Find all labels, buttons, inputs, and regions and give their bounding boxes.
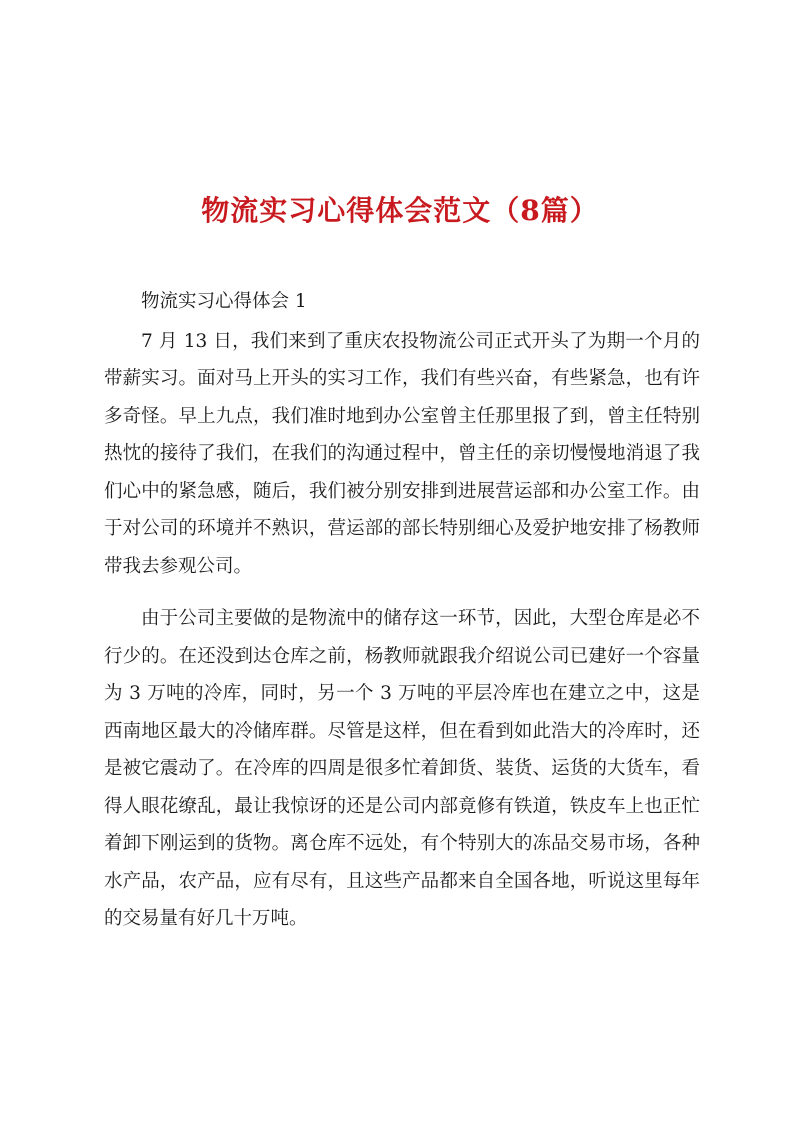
document-title: 物流实习心得体会范文（8篇）	[201, 193, 599, 227]
document-body	[104, 283, 700, 953]
section-heading: 物流实习心得体会 1	[141, 291, 307, 312]
paragraph: 由于公司主要做的是物流中的储存这一环节，因此，大型仓库是必不行少的。在还没到达仓库之前，杨教师就跟我介绍说公司已建好一个容量为 3 万吨的冷库，同时，另一个 3 万吨的平层冷库也在建立之中，这是西南地区最大的冷储库群。尽管是这样，但在看到如此浩大的冷库时，还是被它震动了。在冷库的四周是很多忙着卸货、装货、运货的大货车，看得人眼花缭乱，最让我惊讶的还是公司内部竟修有铁道，铁皮车上也正忙着卸下刚运到的货物。离仓库不远处，有个特别大的冻品交易市场，各种水产品，农产品，应有尽有，且这些产品都来自全国各地，听说这里每年的交易量有好几十万吨。	[104, 608, 700, 929]
paragraph: 7 月 13 日，我们来到了重庆农投物流公司正式开头了为期一个月的带薪实习。面对马上开头的实习工作，我们有些兴奋，有些紧急，也有许多奇怪。早上九点，我们准时地到办公室曾主任那里报了到，曾主任特别热忱的接待了我们，在我们的沟通过程中，曾主任的亲切慢慢地消退了我们心中的紧急感，随后，我们被分别安排到进展营运部和办公室工作。由于对公司的环境并不熟识，营运部的部长特别细心及爱护地安排了杨教师带我去参观公司。	[104, 330, 700, 577]
